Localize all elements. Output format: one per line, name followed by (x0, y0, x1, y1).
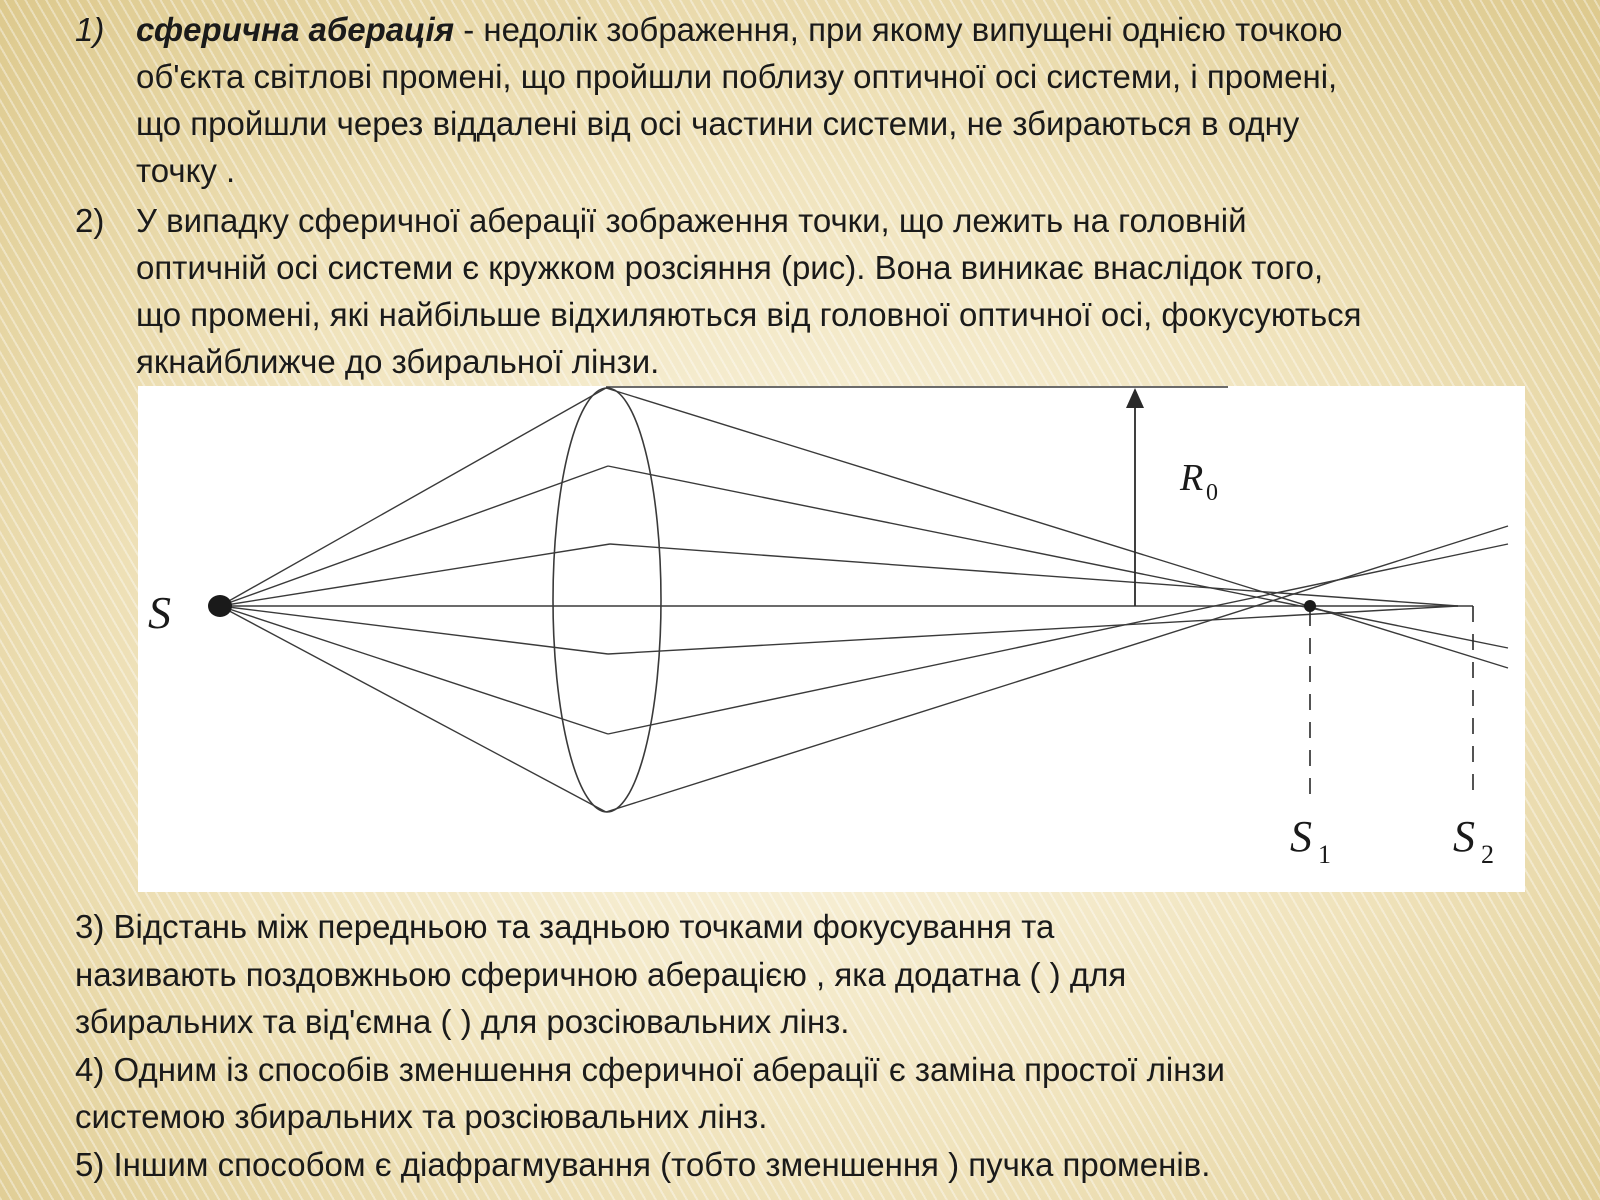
focus-markers (1310, 606, 1473, 798)
ray-in-mid-upper (220, 544, 610, 606)
text-line: об'єкта світлові промені, що пройшли поблизу оптичної осі системи, і промені, (136, 58, 1338, 95)
ray-in-mid-lower (220, 606, 608, 654)
text-line (136, 6, 1586, 53)
text-line: У випадку сферичної аберації зображення точки, що лежить на головній (136, 202, 1247, 239)
source-label: S (148, 587, 171, 638)
focus1-subscript: 1 (1318, 840, 1331, 869)
term-spherical-aberration: сферична аберація (136, 11, 455, 48)
lens (553, 388, 661, 812)
text-line: збиральних та від'ємна ( ) для розсіювальних лінз. (75, 1003, 850, 1040)
text-line: що промені, які найбільше відхиляються від головної оптичної осі, фокусуються (136, 296, 1362, 333)
ray-out-bottom (606, 526, 1508, 812)
ray-out-top (606, 388, 1508, 668)
source-point (208, 595, 232, 617)
ray-out-lower (608, 544, 1508, 734)
ray-out-upper (608, 466, 1508, 648)
definition-start: - недолік зображення, при якому випущені однією точкою (454, 11, 1343, 48)
list-item-text (136, 6, 1586, 194)
text-line: 3) Відстань між передньою та задньою точками фокусування та (75, 908, 1055, 945)
focus2-subscript: 2 (1481, 840, 1494, 869)
ray-in-bottom (220, 606, 606, 812)
focus1-label: S (1290, 812, 1312, 861)
spherical-aberration-diagram (138, 386, 1525, 892)
bottom-paragraphs (75, 903, 1575, 1188)
text-line: точку . (136, 152, 236, 189)
list-number: 1) (75, 11, 105, 48)
text-line: 5) Іншим способом є діафрагмування (тобто зменшення ) пучка променів. (75, 1145, 1211, 1183)
list-item-text (136, 197, 1586, 385)
text-line: оптичній осі системи є кружком розсіяння (рис). Вона виникає внаслідок того, (136, 249, 1324, 286)
ray-out-mid-upper (610, 544, 1458, 606)
text-line: якнайближче до збиральної лінзи. (136, 343, 660, 380)
ray-out-mid-lower (608, 606, 1458, 654)
ray-in-lower (220, 606, 608, 734)
radius-subscript: 0 (1206, 480, 1218, 506)
text-line: називають поздовжньою сферичною аберацією , яка додатна ( ) для (75, 955, 1127, 993)
radius-label: R (1180, 457, 1204, 499)
text-line: що пройшли через віддалені від осі частини системи, не збираються в одну (136, 105, 1300, 142)
focus1-point (1304, 600, 1316, 612)
text-line: системою збиральних та розсіювальних лінз. (75, 1098, 768, 1135)
light-rays (220, 387, 1508, 812)
list-item-1 (75, 6, 1575, 194)
focus2-label: S (1453, 812, 1475, 861)
list-item-2 (75, 197, 1575, 385)
list-number: 2) (75, 202, 105, 239)
text-line: 4) Одним із способів зменшення сферичної аберації є заміна простої лінзи (75, 1050, 1225, 1088)
ray-in-upper (220, 466, 608, 606)
ray-in-top (220, 388, 606, 606)
